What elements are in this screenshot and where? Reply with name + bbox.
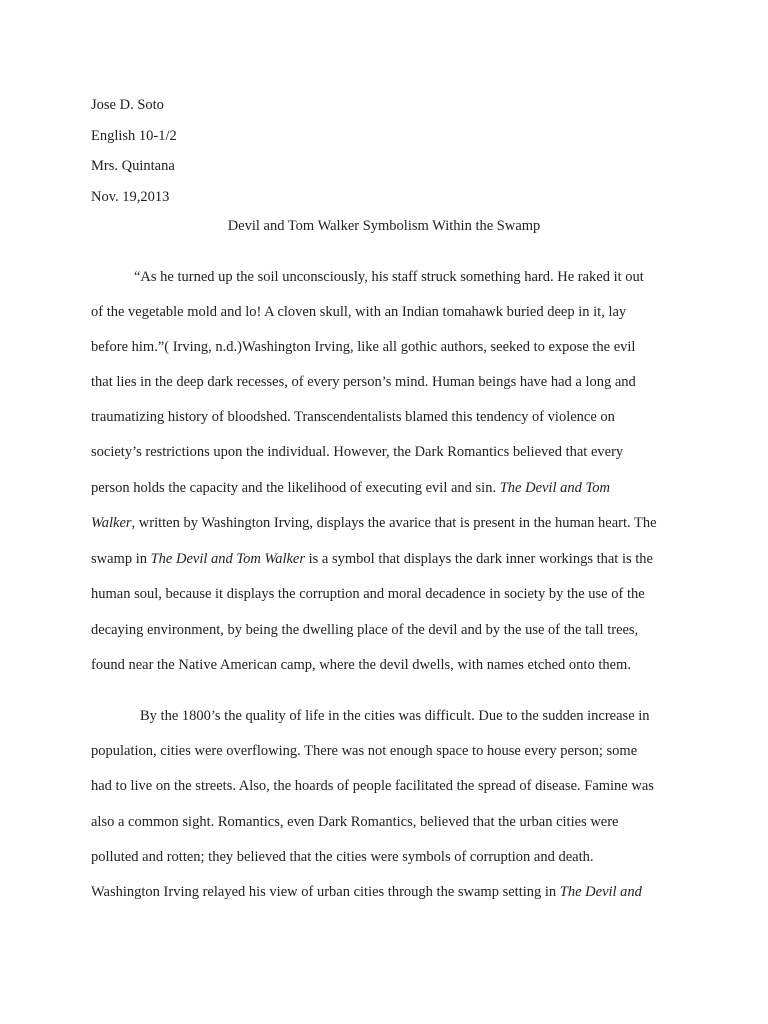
text-run: “As he turned up the soil unconsciously, his staff struck something hard. He raked it out [134, 269, 644, 285]
essay-title: Devil and Tom Walker Symbolism Within the Swamp [227, 218, 541, 234]
text-run: Washington Irving relayed his view of urban cities through the swamp setting in [91, 884, 560, 900]
course-name: English 10-1/2 [91, 128, 177, 144]
paragraph-line [91, 372, 636, 392]
paragraph-line [91, 655, 631, 675]
text-run: decaying environment, by being the dwelling place of the devil and by the use of the tall trees, [91, 622, 639, 638]
text-run: person holds the capacity and the likelihood of executing evil and sin. [91, 480, 500, 496]
text-run: society’s restrictions upon the individual. However, the Dark Romantics believed that every [91, 444, 624, 460]
paragraph-line [91, 337, 635, 357]
paragraph-line [91, 302, 626, 322]
paragraph-line [91, 513, 657, 533]
paragraph-line [91, 812, 619, 832]
teacher-name: Mrs. Quintana [91, 158, 175, 174]
text-run: swamp in [91, 551, 151, 567]
paragraph-line [91, 620, 638, 640]
text-run: before him.”( Irving, n.d.)Washington Irving, like all gothic authors, seeked to expose the evil [91, 339, 636, 355]
paragraph-line [91, 584, 645, 604]
text-run: also a common sight. Romantics, even Dark Romantics, believed that the urban cities were [91, 814, 619, 830]
book-title-italic: The Devil and Tom [499, 480, 610, 496]
paragraph-line [91, 407, 615, 427]
text-run: human soul, because it displays the corruption and moral decadence in society by the use of the [91, 586, 645, 602]
book-title-italic: The Devil and Tom Walker [150, 551, 306, 567]
paragraph-line [134, 267, 644, 287]
essay-date: Nov. 19,2013 [91, 189, 170, 205]
text-run: polluted and rotten; they believed that the cities were symbols of corruption and death. [91, 849, 594, 865]
text-run: traumatizing history of bloodshed. Transcendentalists blamed this tendency of violence on [91, 409, 615, 425]
paragraph-line [91, 741, 637, 761]
text-run: By the 1800’s the quality of life in the cities was difficult. Due to the sudden increase in [140, 708, 650, 724]
text-run: had to live on the streets. Also, the hoards of people facilitated the spread of disease. Famine was [91, 778, 654, 794]
text-run: of the vegetable mold and lo! A cloven skull, with an Indian tomahawk buried deep in it, lay [91, 304, 627, 320]
paragraph-line [140, 706, 650, 726]
paragraph-line [91, 882, 642, 902]
book-title-italic: The Devil and [559, 884, 642, 900]
text-run: that lies in the deep dark recesses, of every person’s mind. Human beings have had a long and [91, 374, 636, 390]
paragraph-line [91, 549, 653, 569]
paragraph-line [91, 478, 610, 498]
paragraph-line [91, 776, 654, 796]
text-run: , written by Washington Irving, displays the avarice that is present in the human heart. The [131, 515, 657, 531]
author-name: Jose D. Soto [91, 97, 164, 113]
paragraph-line [91, 847, 594, 867]
paragraph-line [91, 442, 623, 462]
text-run: is a symbol that displays the dark inner workings that is the [305, 551, 653, 567]
text-run: population, cities were overflowing. There was not enough space to house every person; some [91, 743, 638, 759]
text-run: found near the Native American camp, where the devil dwells, with names etched onto them. [91, 657, 631, 673]
book-title-italic: Walker [91, 515, 132, 531]
